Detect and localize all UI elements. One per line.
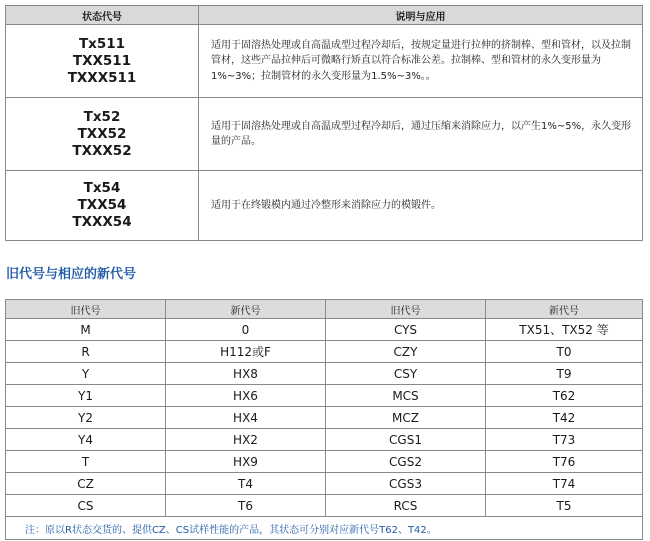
new-code-cell: T0 — [486, 341, 643, 363]
old-code-cell: Y4 — [6, 429, 166, 451]
new-code-cell: T6 — [166, 495, 326, 517]
code-table-body — [6, 319, 643, 540]
old-code-cell: Y2 — [6, 407, 166, 429]
status-description: 适用于在终锻模内通过冷整形来消除应力的模锻件。 — [199, 171, 643, 241]
new-code-cell: 0 — [166, 319, 326, 341]
header-new-code: 新代号 — [486, 300, 643, 319]
status-code: TXXX52 — [72, 142, 132, 159]
status-code: Tx511 — [78, 35, 126, 52]
table-row — [6, 319, 643, 341]
new-code-cell: T62 — [486, 385, 643, 407]
new-code-cell: HX9 — [166, 451, 326, 473]
old-code-cell: CGS1 — [326, 429, 486, 451]
new-code-cell: T76 — [486, 451, 643, 473]
status-code: Tx54 — [83, 180, 121, 196]
old-code-cell: M — [6, 319, 166, 341]
old-code-cell: CS — [6, 495, 166, 517]
old-code-cell: CZY — [326, 341, 486, 363]
header-status-code: 状态代号 — [6, 6, 199, 25]
old-code-cell: CGS3 — [326, 473, 486, 495]
status-code: TXX52 — [77, 125, 127, 142]
status-code: TXX511 — [72, 52, 132, 69]
status-codes-cell — [6, 25, 199, 98]
old-code-cell: Y — [6, 363, 166, 385]
old-code-cell: CYS — [326, 319, 486, 341]
new-code-cell: HX8 — [166, 363, 326, 385]
old-code-cell: CSY — [326, 363, 486, 385]
footnote: 注：原以R状态交货的、提供CZ、CS试样性能的产品，其状态可分别对应新代号T62、T42。 — [6, 517, 643, 540]
old-code-cell: R — [6, 341, 166, 363]
old-code-cell: T — [6, 451, 166, 473]
header-old-code: 旧代号 — [6, 300, 166, 319]
old-code-cell: CZ — [6, 473, 166, 495]
status-codes-cell — [6, 98, 199, 171]
table-row — [6, 341, 643, 363]
new-code-cell: T73 — [486, 429, 643, 451]
table-row — [6, 407, 643, 429]
status-table-header — [6, 6, 643, 25]
new-code-cell: HX6 — [166, 385, 326, 407]
status-code: Tx52 — [83, 108, 121, 125]
status-code: TXXX511 — [67, 69, 137, 86]
status-description: 适用于固溶热处理或自高温成型过程冷却后，通过压缩来消除应力，以产生1%~5%，永久变形量的产品。 — [199, 98, 643, 171]
new-code-cell: T5 — [486, 495, 643, 517]
old-code-cell: Y1 — [6, 385, 166, 407]
table-row — [6, 98, 643, 171]
new-code-cell: T42 — [486, 407, 643, 429]
old-code-cell: CGS2 — [326, 451, 486, 473]
old-code-cell: MCZ — [326, 407, 486, 429]
status-codes-cell — [6, 171, 199, 241]
new-code-cell: T4 — [166, 473, 326, 495]
table-row — [6, 25, 643, 98]
table-row — [6, 451, 643, 473]
table-row — [6, 429, 643, 451]
header-old-code: 旧代号 — [326, 300, 486, 319]
old-code-cell: RCS — [326, 495, 486, 517]
new-code-cell: T74 — [486, 473, 643, 495]
old-code-cell: MCS — [326, 385, 486, 407]
new-code-cell: HX4 — [166, 407, 326, 429]
note-row — [6, 517, 643, 540]
table-row — [6, 171, 643, 241]
header-description: 说明与应用 — [199, 6, 643, 25]
table-row — [6, 385, 643, 407]
new-code-cell: H112或F — [166, 341, 326, 363]
status-code: TXXX54 — [72, 214, 132, 230]
table-row — [6, 473, 643, 495]
new-code-cell: T9 — [486, 363, 643, 385]
code-mapping-table — [5, 299, 643, 540]
status-code-table — [5, 5, 643, 241]
table-row — [6, 495, 643, 517]
status-code: TXX54 — [77, 197, 127, 213]
section-title: 旧代号与相应的新代号 — [6, 267, 137, 282]
new-code-cell: HX2 — [166, 429, 326, 451]
status-description: 适用于固溶热处理或自高温成型过程冷却后，按规定量进行拉伸的挤制棒、型和管材，以及拉制管材，这些产品拉伸后可微略行矫直以符合标准公差。拉制棒、型和管材的永久变形量为1%~3%；拉制管材的永久变形量为1.5%~3%。。 — [199, 25, 643, 98]
header-new-code: 新代号 — [166, 300, 326, 319]
new-code-cell: TX51、TX52 等 — [486, 319, 643, 341]
table-row — [6, 363, 643, 385]
code-table-header — [6, 300, 643, 319]
